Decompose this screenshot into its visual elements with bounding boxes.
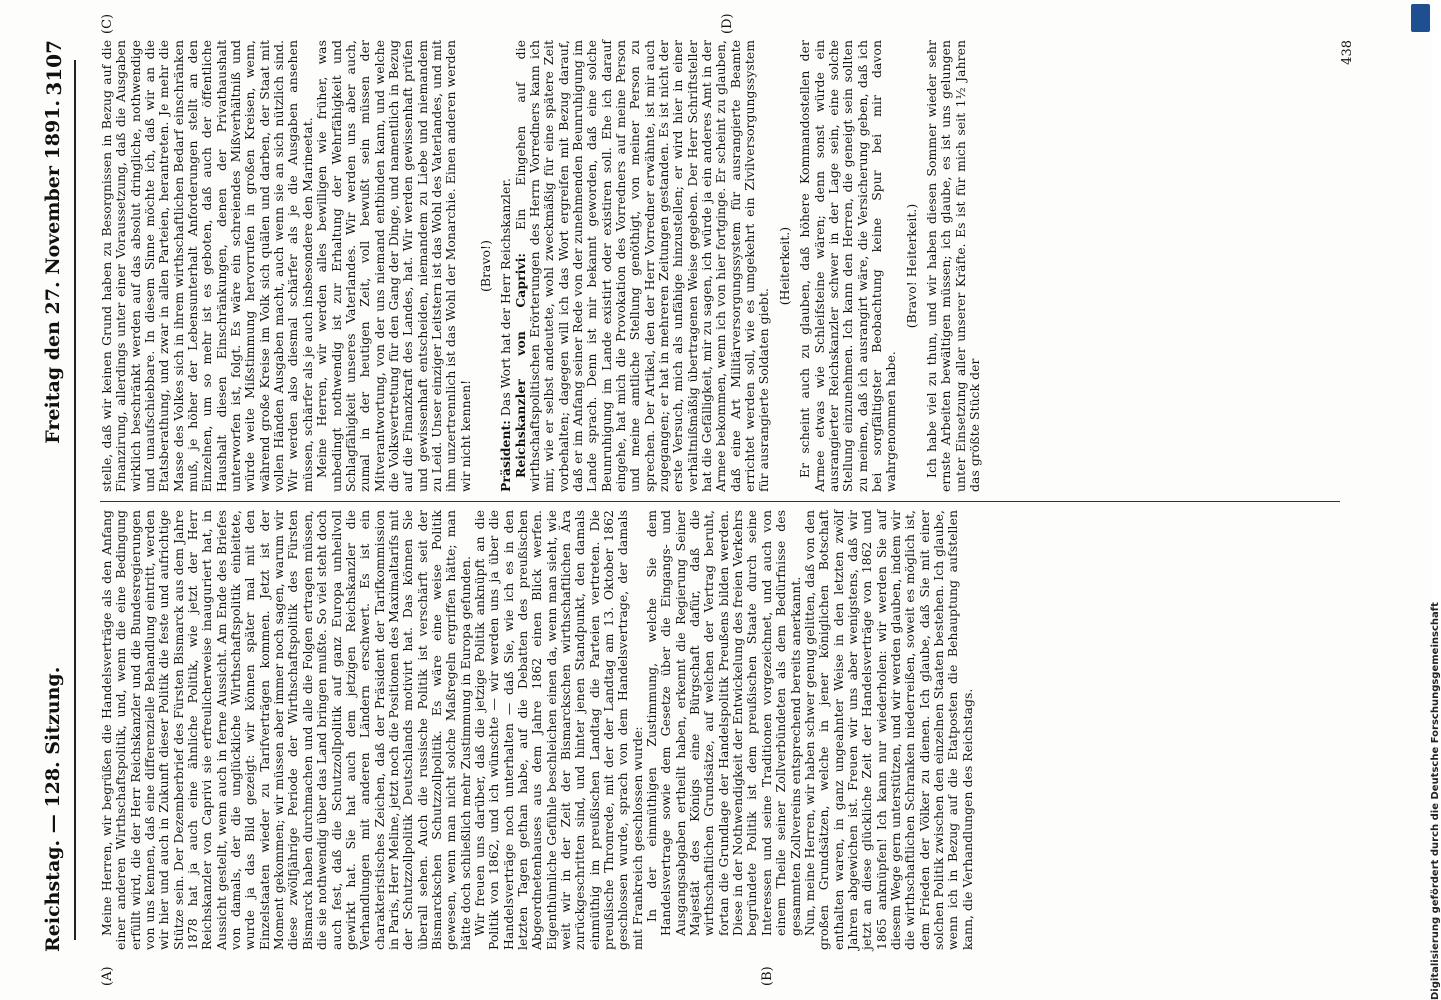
header-date: Freitag den 27. November 1891.: [42, 100, 64, 444]
chancellor-speech: [514, 40, 772, 492]
paragraph: Wir freuen uns darüber, daß die jetzige Politik anknüpft an die Politik von 1862, und ich wünschte — wir werden uns ja über die Handelsverträge noch unterhalten — daß Sie, wie ich es in den letzten Tagen gethan habe, auf die Debatten des preußischen Abgeordnetenhauses aus dem Jahre 1862 einen Blick werfen. Eigenthümliche Gefühle beschleichen einen da, wenn man sieht, wie weit wir in der Zeit der Bismarckschen wirthschaftlichen Ära zurückgeschritten sind, und hinter jenen Standpunkt, den damals einmüthig im preußischen Landtag die Parteien vertreten. Die preußische Thronrede, mit der der Landtag am 13. Oktober 1862 geschlossen wurde, sprach von dem Handelsvertrage, der damals mit Frankreich geschlossen wurde:: [471, 510, 645, 950]
margin-marker-b: (B): [760, 966, 775, 986]
paragraph: Meine Herren, wir begrüßen die Handelsverträge als den Anfang einer anderen Wirthschaftspolitik, und, wenn die eine Bedingung erfüllt wird, die der Herr Reichskanzler und die Bundesregierungen von uns kennen, daß eine differenzielle Behandlung eintritt, werden wir hier und auch in Zukunft dieser Politik die feste und aufrichtige Stütze sein. Der Dezemberbrief des Fürsten Bismarck aus dem Jahre 1878 hat ja auch eine ähnliche Politik, wie jetzt der Herr Reichskanzler von Caprivi sie erfreulicherweise inauguriert hat, in Aussicht gestellt, wenn auch in ferne Aussicht. Am Ende des Briefes von damals, der die unglückliche Wirthschaftspolitik einleitete, wurde ja das Bild gezeigt: wir können später mal mit den Einzelstaaten wieder zu Tarifverträgen kommen. Jetzt ist der Moment gekommen; wir müssen aber immer noch sagen, warum wir diese zwölfjährige Periode der Wirthschaftspolitik des Fürsten Bismarck haben durchmachen und alle die Folgen ertragen müssen, die sie nothwendig über das Land bringen mußte. So viel steht doch auch fest, daß die Schutzzollpolitik auf ganz Europa unheilvoll gewirkt hat. Sie hat auch dem jetzigen Reichskanzler die Verhandlungen mit anderen Ländern erschwert. Es ist ein charakteristisches Zeichen, daß der Präsident der Tarifkommission in Paris, Herr Meline, jetzt noch die Positionen des Maximaltarifs mit der Schutzzollpolitik Deutschlands motivirt hat. Das können Sie überall sehen. Auch die russische Politik ist verschärft seit der Bismarckschen Schutzzollpolitik. Es wäre eine weise Politik gewesen, wenn man nicht solche Maßregeln ergriffen hätte; man hätte doch schließlich mehr Zustimmung in Europa gefunden.: [99, 510, 473, 950]
applause-note: (Bravo!): [477, 240, 493, 292]
page-number: 3107: [42, 40, 66, 96]
quotation: In der einmüthigen Zustimmung, welche Sie dem Handelsvertrage sowie dem Gesetze über die Eingangs- und Ausgangsabgaben ertheilt haben, erkennt die Regierung Seiner Majestät des Königs eine Bürgschaft dafür, daß die wirthschaftlichen Grundsätze, auf welchen der Vertrag beruht, fortan die Grundlage der Handelspolitik Preußens bilden werden. Diese in der Nothwendigkeit der Entwickelung des freien Verkehrs begründete Politik ist dem preußischen Staate durch seine Interessen und seine Traditionen vorgezeichnet, und auch von einem Theile seiner Zollverbündeten als dem Bedürfnisse des gesammten Zollvereins entsprechend bereits anerkannt.: [644, 510, 803, 936]
digitization-sidebar: [1410, 0, 1441, 1000]
margin-marker-a: (A): [100, 966, 115, 986]
speaker-label: Reichskanzler von Caprivi:: [512, 252, 528, 478]
sheet-number: 438: [1340, 40, 1355, 65]
margin-marker-c: (C): [100, 13, 115, 34]
page-header: [40, 40, 70, 960]
right-column: [100, 40, 1340, 492]
digitization-credit: Digitalisierung gefördert durch die Deutsche Forschungsgemeinschaft: [1430, 602, 1441, 1000]
applause-note: (Bravo! Heiterkeit.): [903, 203, 919, 329]
paragraph: Ich habe viel zu thun, und wir haben diesen Sommer wieder sehr ernste Arbeiten bewältigen müssen; ich glaube, es ist uns gelungen unter Einsetzung aller unserer Kräfte. Es ist für mich seit 1½ Jahren das größte Stück der: [923, 40, 982, 492]
header-left: Reichstag. — 128. Sitzung.: [42, 666, 64, 952]
margin-marker-d: (D): [720, 13, 735, 34]
speech-text: Das Wort hat der Herr Reichskanzler.: [498, 178, 514, 417]
column-divider: [100, 501, 1340, 502]
president-speech: [499, 40, 513, 492]
paragraph: Meine Herren, wir werden alles bewilligen wie früher, was unbedingt nothwendig ist zur Erhaltung der Wehrfähigkeit und Schlagfähigkeit unseres Vaterlandes. Wir werden uns aber auch, zumal in der heutigen Zeit, voll bewußt sein müssen der Mitverantwortung, von der uns niemand entbinden kann, und welche die Volksvertretung für den Gang der Dinge, und namentlich in Bezug auf die Finanzkraft des Landes, hat. Wir werden gewissenhaft prüfen und gewissenhaft entscheiden, niemandem zu Liebe und niemandem zu Leid. Unser einziger Leitstern ist das Wohl des Vaterlandes, und mit ihm unzertrennlich ist das Wohl der Monarchie. Einen anderen werden wir nicht kennen!: [314, 40, 473, 492]
left-column: [100, 510, 1340, 950]
dfg-logo-icon: [1411, 4, 1430, 32]
laughter-note: (Heiterkeit.): [776, 226, 792, 306]
speech-text: Ein Eingehen auf die wirthschaftspolitischen Erörterungen des Herrn Vorredners kann ich mir, wie er selbst andeutete, wohl zweckmäßig für eine spätere Zeit vorbehalten; dagegen will ich das Wort ergreifen mit Bezug darauf, daß er im Anfang seiner Rede von der zunehmenden Beunruhigung im Lande sprach. Denn ist mir bekannt geworden, daß eine solche Beunruhigung im Lande existirt oder existiren soll. Ehe ich darauf eingehe, hat mich die Provokation des Vorredners auf meine Person und meine amtliche Stellung genöthigt, von meiner Person zu sprechen. Der Artikel, den der Herr Vorredner erwähnte, ist mir auch zugegangen; er hat in mehreren Zeitungen gestanden. Es ist nicht der erste Versuch, mich als unfähige hinzustellen; er wird hier in einer verhältnißmäßig übertragenen Weise gegeben. Der Herr Schriftsteller hat die Gefälligkeit, mir zu sagen, ich würde ja ein anderes Amt in der Armee bekommen, wenn ich von hier fortginge. Er scheint zu glauben, daß eine Art Militärversorgungssystem für ausrangierte Beamte errichtet werden soll, wie es umgekehrt ein Zivilversorgungssystem für ausrangierte Soldaten giebt.: [512, 40, 772, 492]
paragraph: Er scheint auch zu glauben, daß höhere Kommandostellen der Armee etwas wie Schleifsteine wären; denn sonst würde ein ausrangierter Reichskanzler schwer in der Lage sein, eine solche Stellung einzunehmen. Ich kann den Herren, die geneigt sein sollten zu meinen, daß ich ausrangirt wäre, die Versicherung geben, daß ich bei sorgfältigster Beobachtung keine Spur bei mir davon wahrgenommen habe.: [797, 40, 899, 492]
paragraph: stelle, daß wir keinen Grund haben zu Besorgnissen in Bezug auf die Finanzirung, allerdings unter einer Voraussetzung, daß die Ausgaben wirklich beschränkt werden auf das absolut dringliche, nothwendige und unaufschiebbare. In diesem Sinne möchte ich, daß wir an die Etatsberathung, und zwar in allen Parteien, herantreten. Je mehr die Masse des Volkes sich in ihrem wirthschaftlichen Bedarf einschränken muß, je höher der Lebensunterhalt Anforderungen stellt an den Einzelnen, um so mehr ist es geboten, daß auch der öffentliche Haushalt diesen Einschränkungen, denen der Privathaushalt unterworfen ist, folgt. Es wäre ein schreiendes Mißverhältniß und würde weite Mißstimmung hervorrufen in großen Kreisen, wenn, während große Kreise im Volk sich quälen und darben, der Staat mit vollen Händen Ausgaben macht, auch wenn sie an sich nützlich sind. Wir werden also diesmal schärfer als je die Ausgaben ansehen müssen, schärfer als je auch insbesondere den Marineetat.: [99, 40, 315, 492]
speaker-label: Präsident:: [498, 420, 514, 492]
paragraph: Nun, meine Herren, wir haben schwer genug gelitten, daß von den großen Grundsätzen, welche in jener königlichen Botschaft enthalten waren, in ganz ungeahnter Weise in den letzten zwölf Jahren abgewichen ist. Freuen wir uns aber wenigstens, daß wir jetzt an diese glückliche Zeit der Handelsverträge von 1862 und 1865 anknüpfen! Ich kann nur wiederholen: wir werden Sie auf diesem Wege gern unterstützen, und wir werden glauben, indem wir die wirthschaftlichen Schranken niederreißen, soweit es möglich ist, dem Frieden der Völker zu dienen. Ich glaube, daß Sie mit einer solchen Politik zwischen den einzelnen Staaten bestehen. Ich glaube, wenn ich in Bezug auf die Etatposten die Behauptung aufstellen kann, die Verhandlungen des Reichstags.: [801, 510, 975, 950]
header-rule: [74, 60, 76, 940]
